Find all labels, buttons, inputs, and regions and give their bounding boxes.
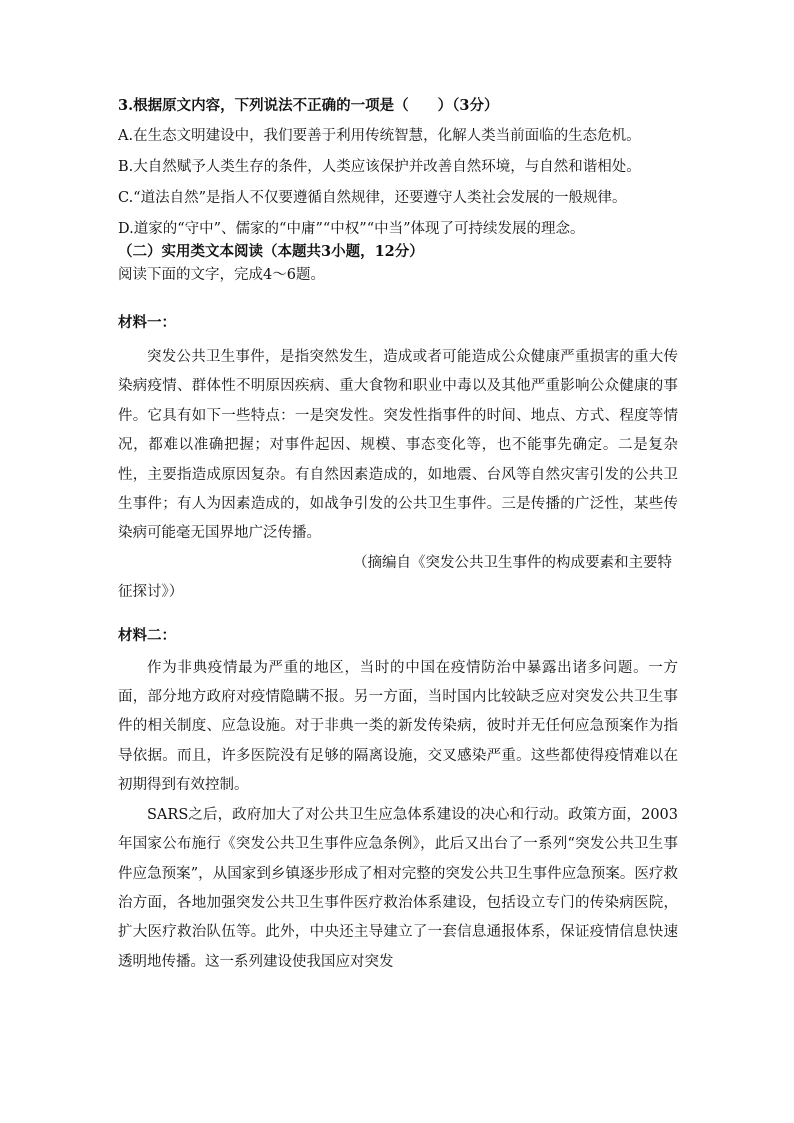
material-1-title: 材料一： [118,314,176,331]
material-2-paragraph-2: SARS之后，政府加大了对公共卫生应急体系建设的决心和行动。政策方面，2003年国家公布施行《突发公共卫生事件应急条例》，此后又出台了一系列“突发公共卫生事件应急预案”，从国家到乡镇逐步形成了相对完整的突发公共卫生事件应急预案。医疗救治方面，各地加强突发公共卫生事件医疗救治体系建设，包括设立专门的传染病医院，扩大医疗救治队伍等。此外，中央还主导建立了一套信息通报体系，保证疫情信息快速透明地传播。这一系列建设使我国应对突发 [118,806,678,970]
material-2-paragraph-1: 作为非典疫情最为严重的地区，当时的中国在疫情防治中暴露出诸多问题。一方面，部分地方政府对疫情隐瞒不报。另一方面，当时国内比较缺乏应对突发公共卫生事件的相关制度、应急设施。对于非典一类的新发传染病，彼时并无任何应急预案作为指导依据。而且，许多医院没有足够的隔离设施，交叉感染严重。这些都使得疫情难以在初期得到有效控制。 [118,659,678,794]
section-2-title: （二）实用类文本阅读（本题共3小题，12分） [118,243,424,260]
material-2-title: 材料二： [118,626,176,644]
option-a: A.在生态文明建设中，我们要善于利用传统智慧，化解人类当前面临的生态危机。 [118,128,641,144]
material-1-paragraph: 突发公共卫生事件，是指突然发生，造成或者可能造成公众健康严重损害的重大传染病疫情、群体性不明原因疾病、重大食物和职业中毒以及其他严重影响公众健康的事件。它具有如下一些特点：一是突发性。突发性指事件的时间、地点、方式、程度等情况，都难以准确把握；对事件起因、规模、事态变化等，也不能事先确定。二是复杂性，主要指造成原因复杂。有自然因素造成的，如地震、台风等自然灾害引发的公共卫生事件；有人为因素造成的，如战争引发的公共卫生事件。三是传播的广泛性，某些传染病可能毫无国界地广泛传播。 [118,349,678,542]
section-2-instruction: 阅读下面的文字，完成4～6题。 [118,267,325,283]
option-b: B.大自然赋予人类生存的条件，人类应该保护并改善自然环境，与自然和谐相处。 [118,159,641,175]
material-1-source-continued: 征探讨》） [118,584,184,601]
option-c: C.“道法自然”是指人不仅要遵循自然规律，还要遵守人类社会发展的一般规律。 [118,190,627,206]
document-page [118,96,678,977]
question-3-title: 3.根据原文内容，下列说法不正确的一项是（ ）（3分） [118,97,499,114]
material-1-source: （摘编自《突发公共卫生事件的构成要素和主要特 [353,554,672,571]
option-d: D.道家的“守中”、儒家的“中庸”“中权”“中当”体现了可持续发展的理念。 [118,221,585,237]
